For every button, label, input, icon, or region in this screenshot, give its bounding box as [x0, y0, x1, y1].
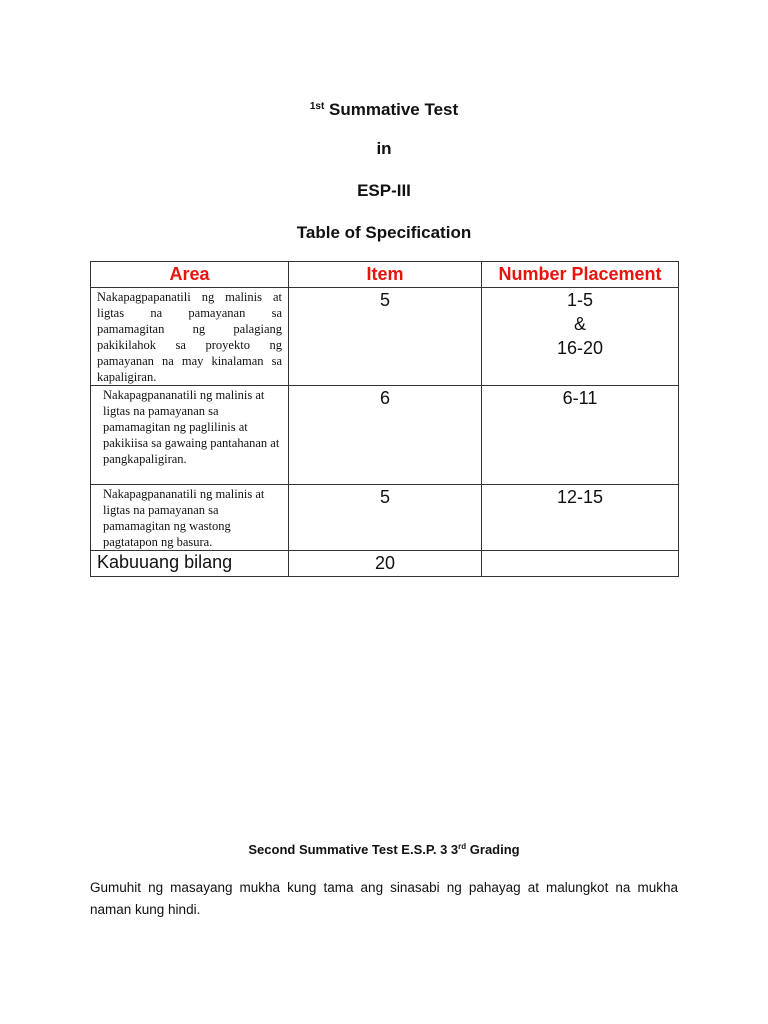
title-in: in [376, 139, 392, 158]
item-cell: 6 [289, 386, 482, 485]
specification-table [90, 261, 679, 577]
area-cell [91, 386, 289, 485]
table-row [91, 288, 679, 386]
placement-line: 12-15 [556, 487, 604, 507]
total-label-cell [91, 551, 289, 577]
header-number-placement: Number Placement [482, 262, 679, 288]
placement-cell [482, 386, 679, 485]
header-area: Area [91, 262, 289, 288]
area-text: Nakapagpapanatili ng malinis at ligtas na pamayanan sa pamamagitan ng palagiang pakikilahok sa proyekto ng pamayanan na may kinalaman sa kapaligiran. [97, 290, 282, 384]
placement-line: 16-20 [556, 338, 604, 358]
placement-line: 1-5 [566, 290, 593, 310]
title-superscript: 1st [309, 101, 325, 112]
placement-cell [482, 485, 679, 551]
title-subject: ESP-III [357, 181, 411, 200]
placement-line: 6-11 [562, 388, 598, 408]
second-title-grading: Grading [466, 842, 520, 857]
header-item: Item [289, 262, 482, 288]
placement-cell [482, 288, 679, 386]
total-empty-cell [482, 551, 679, 577]
table-row [91, 485, 679, 551]
placement-line: & [573, 314, 586, 334]
table-header-row [91, 262, 679, 288]
area-cell [91, 485, 289, 551]
instructions: Gumuhit ng masayang mukha kung tama ang sinasabi ng pahayag at malungkot na mukha naman kung hindi. [90, 880, 678, 917]
item-cell: 5 [289, 485, 482, 551]
area-cell [91, 288, 289, 386]
second-test-title [0, 842, 768, 857]
table-row [91, 386, 679, 485]
second-title-main: Second Summative Test E.S.P. 3 3 [248, 842, 459, 857]
area-text: Nakapagpananatili ng malinis at ligtas na pamayanan sa pamamagitan ng wastong pagtatapon ng basura. [103, 487, 265, 549]
second-title-superscript: rd [458, 842, 467, 851]
title-text: Summative Test [329, 100, 459, 119]
title-table-spec: Table of Specification [296, 223, 472, 242]
item-cell: 5 [289, 288, 482, 386]
title-summative [0, 97, 768, 120]
area-text: Nakapagpananatili ng malinis at ligtas na pamayanan sa pamamagitan ng paglilinis at pakikiisa sa gawaing pantahanan at pangkapaligiran. [103, 388, 280, 466]
table-total-row [91, 551, 679, 577]
total-label: Kabuuang bilang [97, 552, 233, 572]
total-value: 20 [289, 551, 482, 577]
